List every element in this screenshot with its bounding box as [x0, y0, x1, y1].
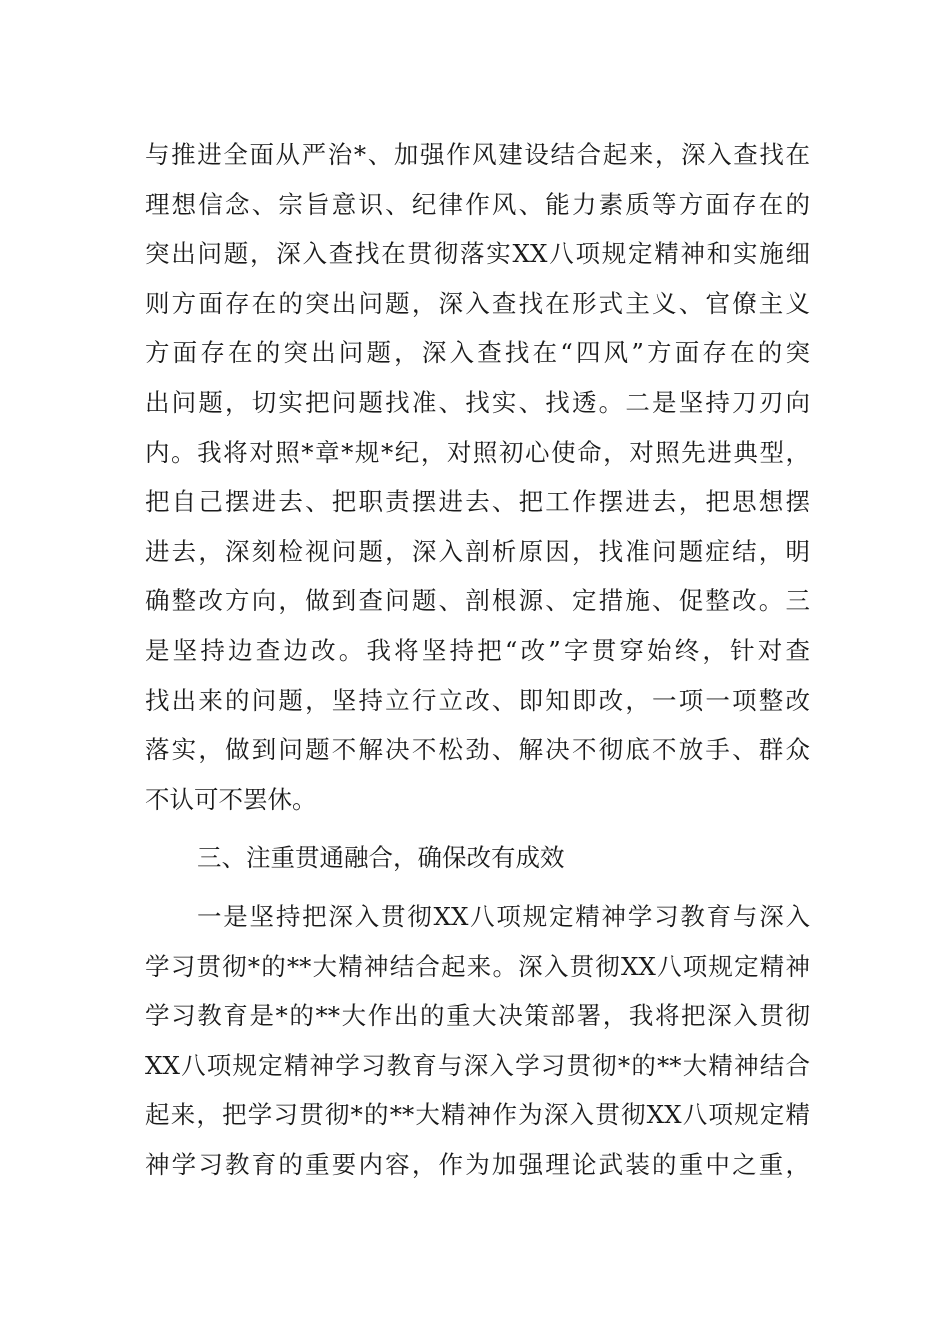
paragraph-new — [145, 892, 810, 1190]
text-line: 学习教育是*的**大作出的重大决策部署，我将把深入贯彻 — [145, 1001, 810, 1031]
text-line: 学习贯彻*的**大精神结合起来。深入贯彻XX八项规定精神 — [145, 951, 810, 981]
text-line: 不认可不罢休。 — [145, 784, 317, 814]
paragraph-continued — [145, 130, 810, 824]
text-line: XX八项规定精神学习教育与深入学习贯彻*的**大精神结合 — [145, 1050, 810, 1080]
text-line: 方面存在的突出问题，深入查找在“四风”方面存在的突 — [145, 338, 810, 368]
text-line: 起来，把学习贯彻*的**大精神作为深入贯彻XX八项规定精 — [145, 1100, 810, 1130]
text-line: 把自己摆进去、把职责摆进去、把工作摆进去，把思想摆 — [145, 487, 810, 517]
text-line: 则方面存在的突出问题，深入查找在形式主义、官僚主义 — [145, 288, 810, 318]
text-line: 突出问题，深入查找在贯彻落实XX八项规定精神和实施细 — [145, 239, 810, 269]
paragraph-gap — [145, 824, 810, 833]
text-line: 落实，做到问题不解决不松劲、解决不彻底不放手、群众 — [145, 735, 810, 765]
text-line: 确整改方向，做到查问题、剖根源、定措施、促整改。三 — [145, 586, 810, 616]
text-line: 神学习教育的重要内容，作为加强理论武装的重中之重， — [145, 1149, 810, 1179]
text-line: 与推进全面从严治*、加强作风建设结合起来，深入查找在 — [145, 140, 810, 169]
text-line: 进去，深刻检视问题，深入剖析原因，找准问题症结，明 — [145, 536, 810, 566]
text-line: 理想信念、宗旨意识、纪律作风、能力素质等方面存在的 — [145, 189, 810, 219]
text-line: 一是坚持把深入贯彻XX八项规定精神学习教育与深入 — [197, 901, 810, 931]
text-line: 是坚持边查边改。我将坚持把“改”字贯穿始终，针对查 — [145, 635, 810, 665]
paragraph-gap — [145, 883, 810, 892]
text-line: 内。我将对照*章*规*纪，对照初心使命，对照先进典型， — [145, 437, 810, 467]
text-line: 找出来的问题，坚持立行立改、即知即改，一项一项整改 — [145, 685, 810, 715]
text-line: 出问题，切实把问题找准、找实、找透。二是坚持刀刃向 — [145, 387, 810, 417]
document-body — [145, 130, 810, 1189]
section-heading: 三、注重贯通融合，确保改有成效 — [197, 843, 565, 873]
